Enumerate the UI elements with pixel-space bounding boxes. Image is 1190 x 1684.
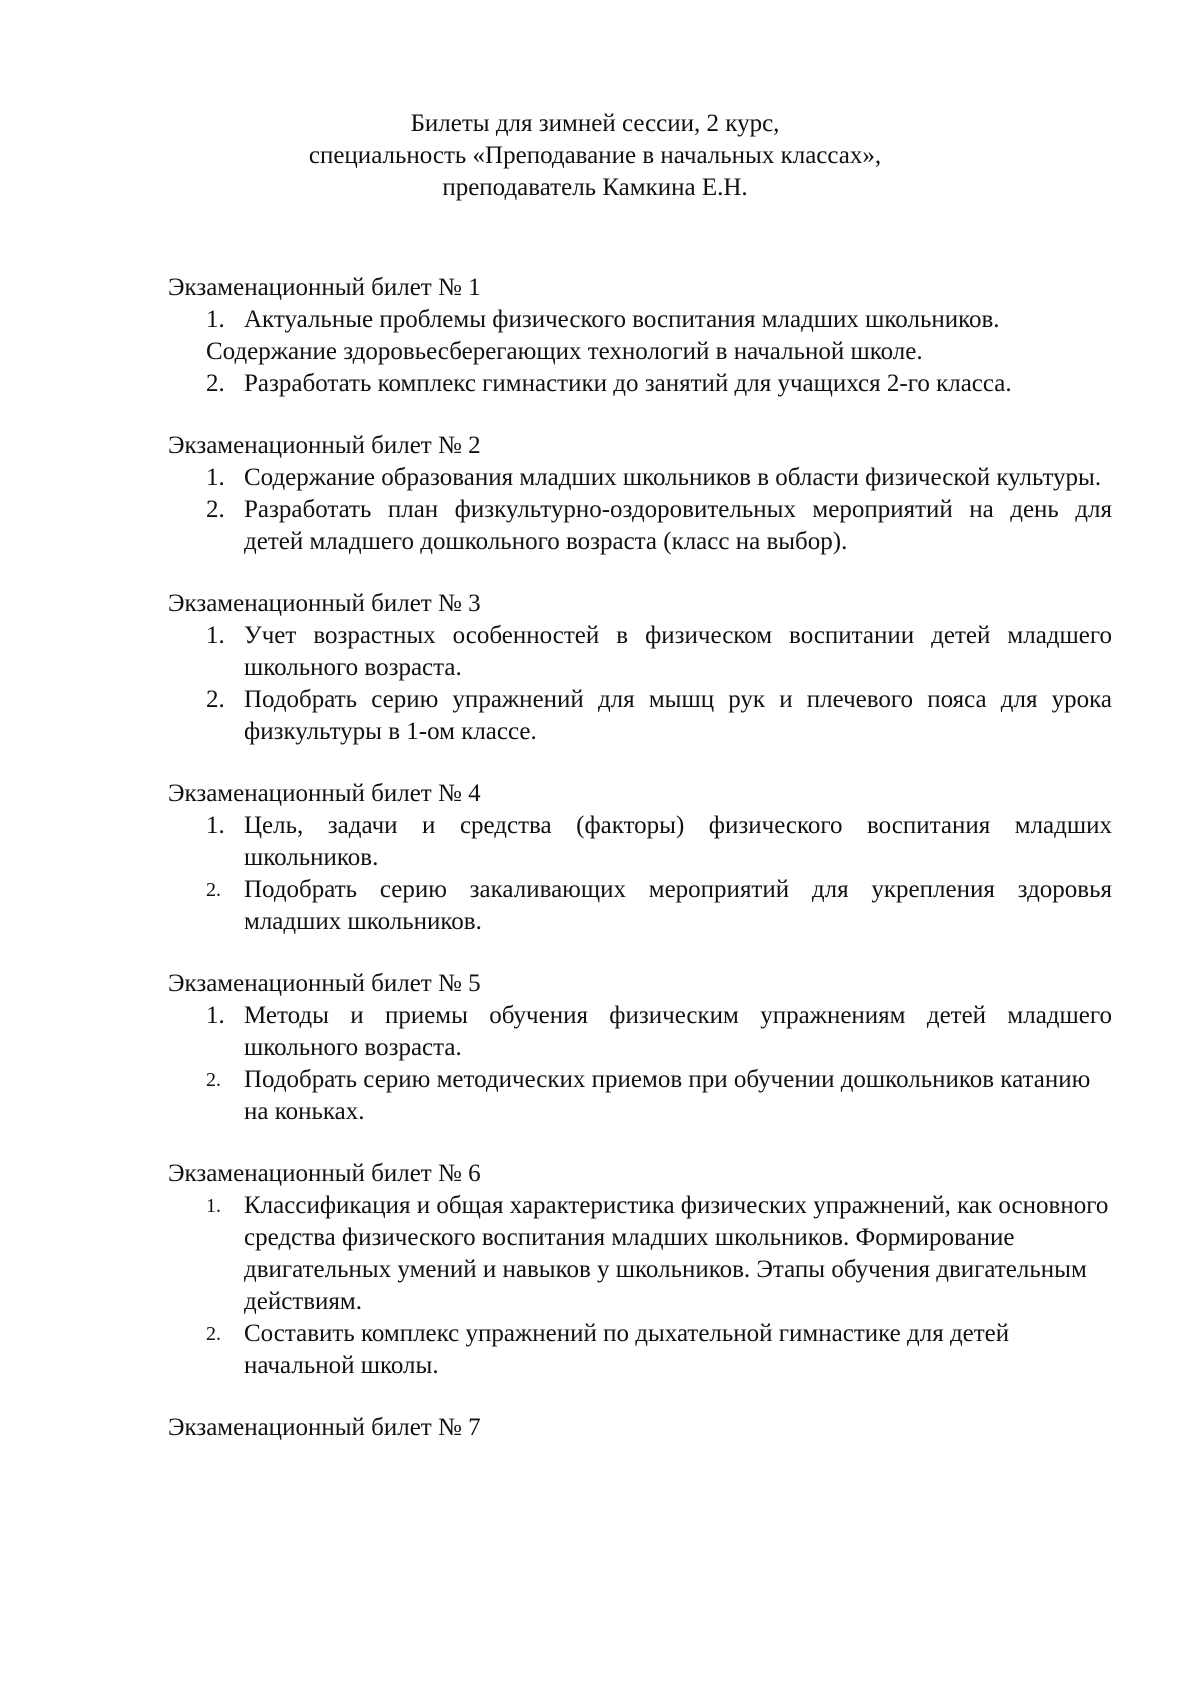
question-number: 2. [206,370,225,397]
ticket-title: Экзаменационный билет № 2 [168,432,481,459]
ticket-1 [168,272,1112,400]
question-text: Разработать план физкультурно-оздоровительных мероприятий на день для детей младшего дошкольного возраста (класс на выбор). [244,496,1112,555]
question-number: 1. [206,1195,221,1217]
question-text: Актуальные проблемы физического воспитания младших школьников. [244,306,1000,333]
question-number: 2. [206,496,225,523]
question-number: 1. [206,464,225,491]
header-line-3: преподаватель Камкина Е.Н. [442,174,748,201]
question-number: 2. [206,686,225,713]
ticket-6 [168,1158,1112,1382]
header-line-1: Билеты для зимней сессии, 2 курс, [410,110,780,137]
ticket-title: Экзаменационный билет № 3 [168,590,481,617]
question-text: Содержание образования младших школьников в области физической культуры. [244,464,1102,491]
question-2 [168,494,1112,558]
ticket-title: Экзаменационный билет № 6 [168,1160,481,1187]
question-1 [168,810,1112,874]
ticket-2 [168,430,1112,558]
ticket-title: Экзаменационный билет № 4 [168,780,481,807]
question-2 [168,1318,1112,1382]
ticket-4 [168,778,1112,938]
question-number: 1. [206,1002,225,1029]
question-1 [168,1000,1112,1064]
question-1 [168,620,1112,684]
ticket-5 [168,968,1112,1128]
header-line-2: специальность «Преподавание в начальных классах», [308,142,882,169]
question-2 [168,368,1112,400]
question-text: Методы и приемы обучения физическим упражнениям детей младшего школьного возраста. [244,1002,1112,1061]
question-number: 2. [206,1323,221,1345]
ticket-title: Экзаменационный билет № 1 [168,274,481,301]
ticket-list [168,272,1112,1474]
question-text-continuation: Содержание здоровьесберегающих технологий в начальной школе. [206,338,923,365]
ticket-title: Экзаменационный билет № 7 [168,1414,481,1441]
question-text: Классификация и общая характеристика физических упражнений, как основного средства физического воспитания младших школьников. Формирование двигательных умений и навыков у школьников. Этапы обучения двигательным действиям. [244,1192,1109,1315]
question-text: Подобрать серию методических приемов при обучении дошкольников катанию на коньках. [244,1066,1091,1125]
question-1 [168,462,1112,494]
question-text: Цель, задачи и средства (факторы) физического воспитания младших школьников. [244,812,1112,871]
document-header [0,108,1190,204]
question-text: Подобрать серию упражнений для мышц рук и плечевого пояса для урока физкультуры в 1-ом классе. [244,686,1112,745]
question-1-continuation [168,336,1112,368]
question-number: 1. [206,812,225,839]
question-2 [168,874,1112,938]
question-2 [168,684,1112,748]
ticket-3 [168,588,1112,748]
question-2 [168,1064,1112,1128]
question-number: 1. [206,306,225,333]
ticket-title: Экзаменационный билет № 5 [168,970,481,997]
question-1 [168,304,1112,336]
question-text: Учет возрастных особенностей в физическом воспитании детей младшего школьного возраста. [244,622,1112,681]
question-text: Составить комплекс упражнений по дыхательной гимнастике для детей начальной школы. [244,1320,1010,1379]
question-1 [168,1190,1112,1318]
question-text: Подобрать серию закаливающих мероприятий для укрепления здоровья младших школьников. [244,876,1112,935]
question-number: 2. [206,879,221,901]
question-number: 2. [206,1069,221,1091]
question-number: 1. [206,622,225,649]
question-text: Разработать комплекс гимнастики до занятий для учащихся 2-го класса. [244,370,1012,397]
ticket-7 [168,1412,1112,1444]
